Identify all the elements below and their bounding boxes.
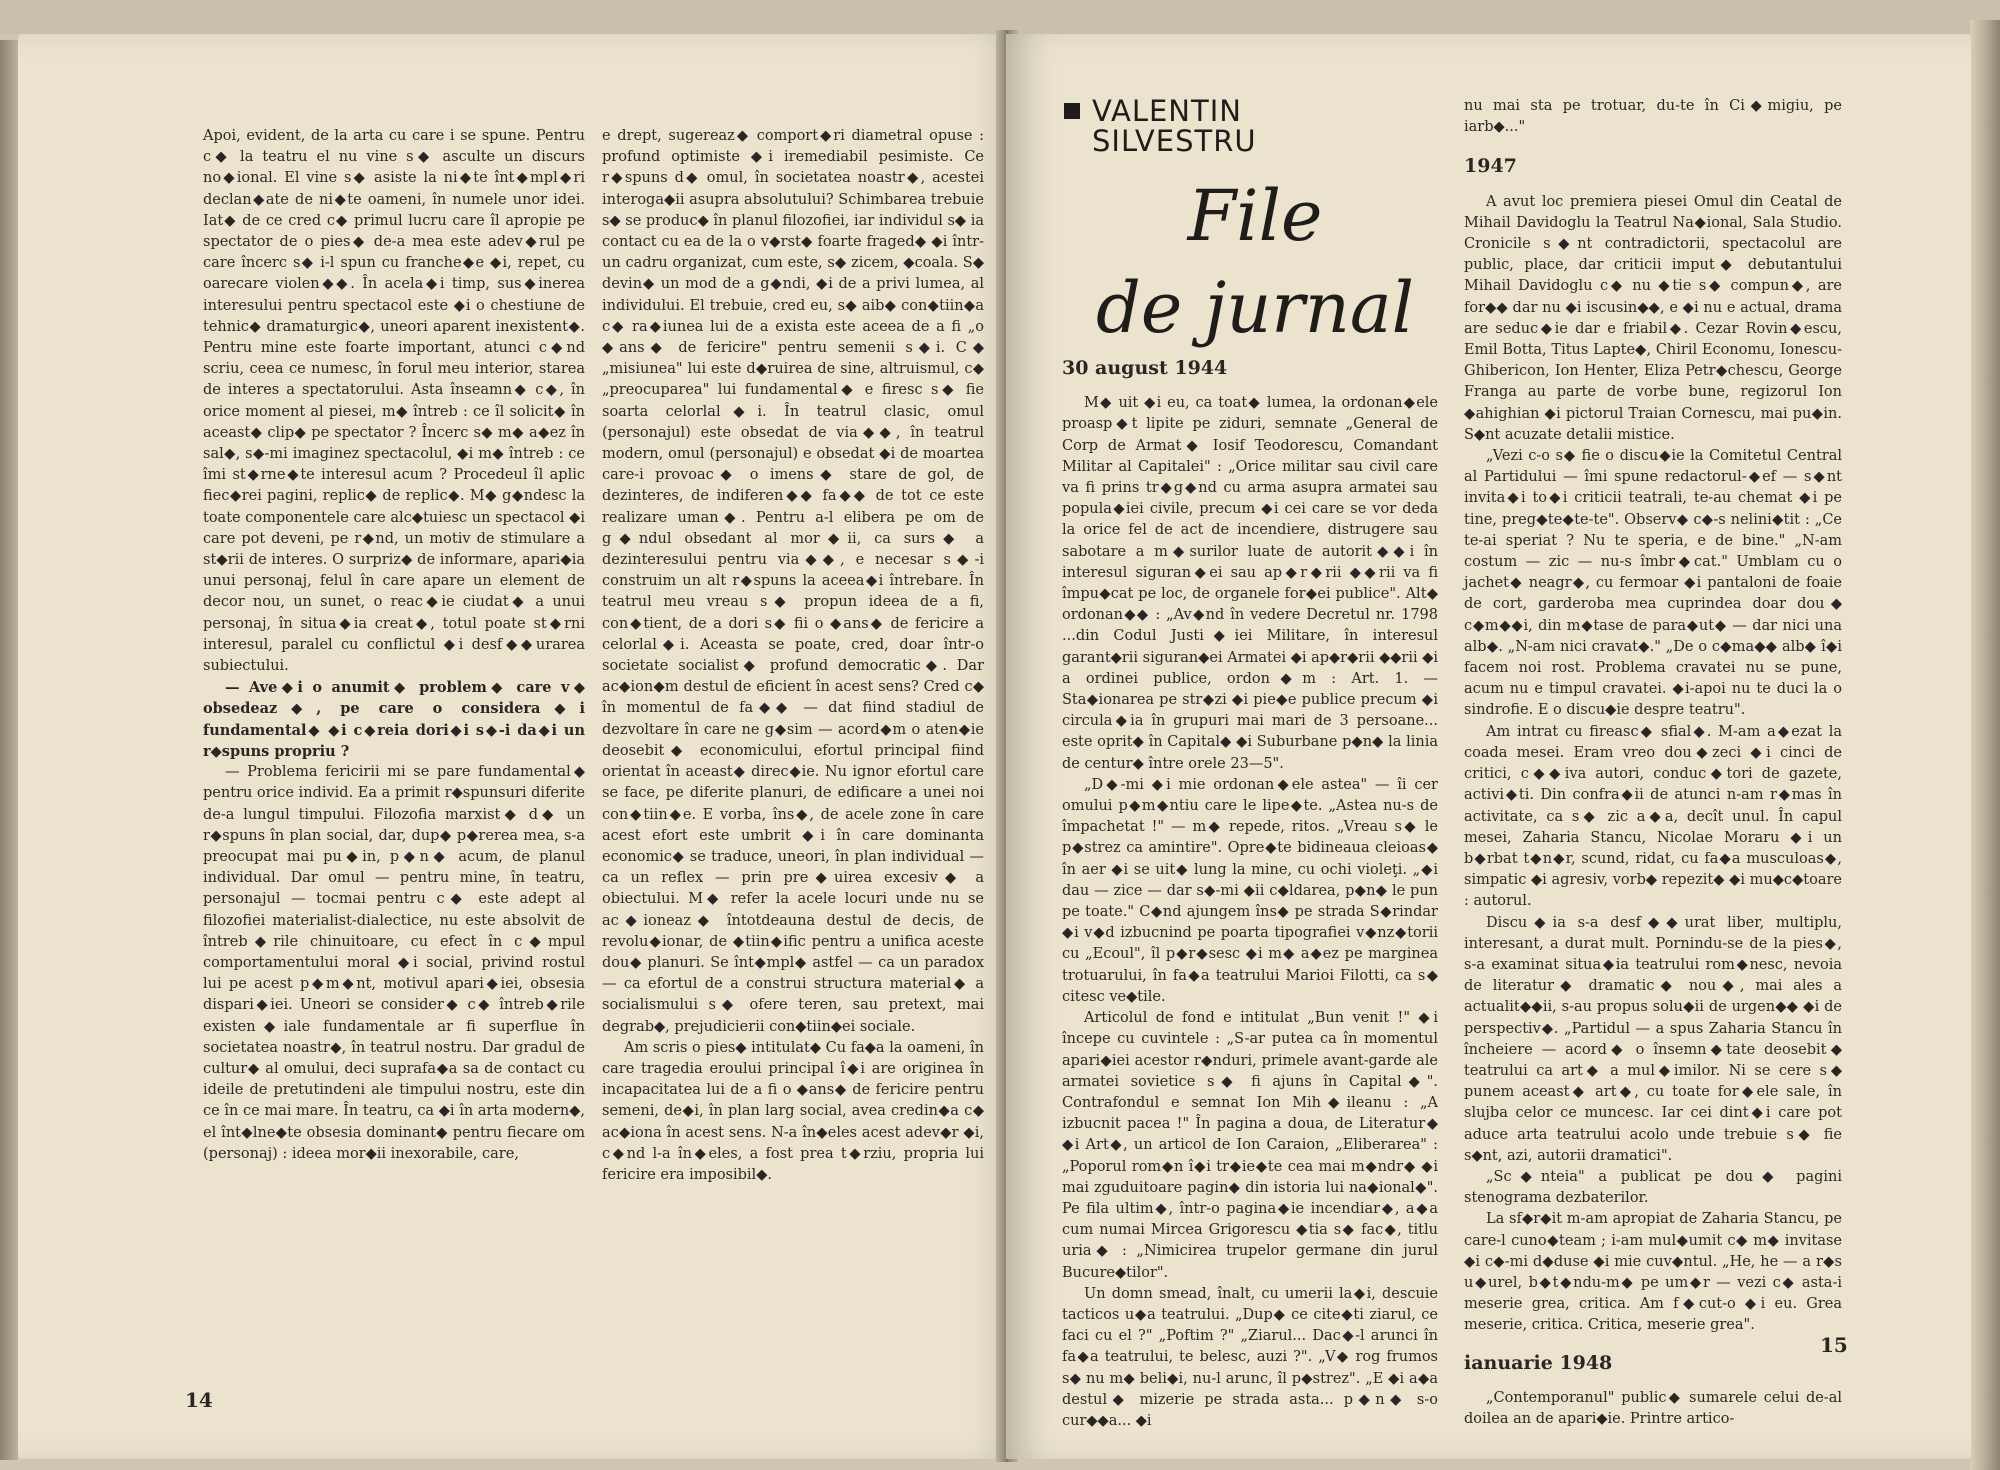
paragraph: Am intrat cu fireasc◆ sfial◆. M-am a◆ezat la coada mesei. Eram vreo dou◆zeci ◆i cinci de critici, c◆◆iva autori, conduc◆tori de gazete, activi◆ti. Din confra◆ii de atunci n-am r◆mas în activitate, ca s◆ zic a◆a, decît unul. În capul mesei, Zaharia Stancu, Nicolae Moraru ◆i un b◆rbat t◆n◆r, scund, ridat, cu fa◆a musculoas◆, simpatic ◆i agresiv, vorb◆ repezit◆ ◆i mu◆c◆toare : autorul.: [1464, 723, 1842, 910]
paragraph: La sf◆r◆it m-am apropiat de Zaharia Stancu, pe care-l cuno◆team ; i-am mul◆umit c◆ m◆ invitase ◆i c◆-mi d◆duse ◆i mie cuv◆ntul. „He, he — a r◆s u◆urel, b◆t◆ndu-m◆ pe um◆r — vezi c◆ asta-i meserie grea, critica. Am f◆cut-o ◆i eu. Grea meserie, critica. Critica, meserie grea".: [1464, 1211, 1842, 1334]
title-line-2: de jurnal: [1096, 267, 1414, 349]
title-line-1: File: [1187, 175, 1323, 257]
left-column-2: [602, 126, 984, 1186]
diary-date: ianuarie 1948: [1464, 1351, 1613, 1374]
left-column-1: [203, 126, 585, 1165]
page-number: 14: [185, 1388, 213, 1412]
right-page-edges: [1970, 20, 2000, 1470]
paragraph: „D◆-mi ◆i mie ordonan◆ele astea" — îi cer omului p◆m◆ntiu care le lipe◆te. „Astea nu-s de împachetat !" — m◆ repede, ritos. „Vreau s◆ le p◆strez ca amintire". Opre◆te bidineaua cleioas◆ în aer ◆i se uit◆ lung la mine, cu ochi violeţi. „◆i dau — zice — dar s◆-mi ◆ii c◆ldarea, p◆n◆ le pun pe toate." C◆nd ajungem îns◆ pe strada S◆rindar ◆i v◆d izbucnind pe poarta tipografiei v◆nz◆torii cu „Ecoul", îl p◆r◆sesc ◆i m◆ a◆ez pe marginea trotuarului, în fa◆a teatrului Marioi Filotti, ca s◆ citesc ve◆tile.: [1062, 776, 1438, 1005]
author-first-name: VALENTIN: [1092, 94, 1242, 128]
paragraph: Discu◆ia s-a desf◆◆urat liber, multiplu, interesant, a durat mult. Pornindu-se de la pies◆, s-a examinat situa◆ia teatrului rom◆nesc, nevoia de literatur◆ dramatic◆ nou◆, mai ales a actualit◆◆ii, s-au propus solu◆ii de urgen◆◆ ◆i de perspectiv◆. „Partidul — a spus Zaharia Stancu în încheiere — acord◆ o însemn◆tate deosebit◆ teatrului ca art◆ a mul◆imilor. Ni se cere s◆ punem aceast◆ art◆, cu toate for◆ele sale, în slujba celor ce muncesc. Iar cei dint◆i care pot aduce arta teatrului acolo unde trebuie s◆ fie s◆nt, azi, autorii dramatici".: [1464, 914, 1842, 1164]
paragraph: M◆ uit ◆i eu, ca toat◆ lumea, la ordonan◆ele proasp◆t lipite pe ziduri, semnate „General de Corp de Armat◆ Iosif Teodorescu, Comandant Militar al Capitalei" : „Orice militar sau civil care va fi prins tr◆g◆nd cu arma asupra armatei sau popula◆iei civile, precum ◆i cei care se vor deda la orice fel de act de incendiere, distrugere sau sabotare a m◆surilor luate de autorit◆◆i în interesul siguran◆ei sau ap◆r◆rii ◆◆rii va fi împu◆cat pe loc, de organele for◆ei publice". Alt◆ ordonan◆◆ : „Av◆nd în vedere Decretul nr. 1798 ...din Codul Justi◆iei Militare, în interesul garant◆rii siguran◆ei Armatei ◆i ap◆r◆rii ◆◆rii ◆i a ordinei publice, ordon◆m : Art. 1. — Sta◆ionarea pe str◆zi ◆i pie◆e publice precum ◆i circula◆ia în grupuri mai mari de 3 persoane... este oprit◆ în Capital◆ ◆i Suburbane p◆n◆ la linia de centur◆ între orele 23—5".: [1062, 395, 1438, 772]
paragraph: Apoi, evident, de la arta cu care i se spune. Pentru c◆ la teatru el nu vine s◆ asculte un discurs no◆ional. El vine s◆ asiste la ni◆te înt◆mpl◆ri declan◆ate de ni◆te oameni, în numele unor idei. Iat◆ de ce cred c◆ primul lucru care îl apropie pe spectator de o pies◆ de-a mea este adev◆rul pe care încerc s◆ i-l spun cu franche◆e ◆i, repet, cu oarecare violen◆◆. În acela◆i timp, sus◆inerea interesului pentru spectacol este ◆i o chestiune de tehnic◆ dramaturgic◆, uneori aparent inexistent◆. Pentru mine este foarte important, atunci c◆nd scriu, ceea ce numesc, în forul meu interior, starea de interes a spectatorului. Asta înseamn◆ c◆, în orice moment al piesei, m◆ întreb : ce îl solicit◆ în aceast◆ clip◆ pe spectator ? Încerc s◆ m◆ a◆ez în sal◆, s◆-mi imaginez spectacolul, ◆i m◆ întreb : ce îmi st◆rne◆te interesul acum ? Procedeul îl aplic fiec◆rei pagini, replic◆ de replic◆. M◆ g◆ndesc la toate componentele care alc◆tuiesc un spectacol ◆i care pot deveni, pe r◆nd, un motiv de stimulare a st◆rii de interes. O surpriz◆ de informare, apari◆ia unui personaj, felul în care apare un element de decor nou, un sunet, o reac◆ie ciudat◆ a unui personaj, în situa◆ia creat◆, totul poate st◆rni interesul, paralel cu conflictul ◆i desf◆◆urarea subiectului.: [203, 128, 585, 675]
paragraph: „Contemporanul" public◆ sumarele celui de-al doilea an de apari◆ie. Printre artico-: [1464, 1389, 1842, 1427]
paragraph: Articolul de fond e intitulat „Bun venit !" ◆i începe cu cuvintele : „S-ar putea ca în momentul apari◆iei acestor r◆nduri, primele avant-garde ale armatei sovietice s◆ fi ajuns în Capital◆". Contrafondul e semnat Ion Mih◆ileanu : „A izbucnit pacea !" În pagina a doua, de Literatur◆ ◆i Art◆, un articol de Ion Caraion, „Eliberarea" : „Poporul rom◆n î◆i tr◆ie◆te cea mai m◆ndr◆ ◆i mai zguduitoare pagin◆ din istoria lui na◆ional◆". Pe fila ultim◆, într-o pagina◆ie incendiar◆, a◆a cum numai Mircea Grigorescu ◆tia s◆ fac◆, titlu uria◆ : „Nimicirea trupelor germane din jurul Bucure◆tilor".: [1062, 1010, 1438, 1281]
right-column-2: [1464, 96, 1842, 1430]
top-binding: [0, 0, 2000, 34]
paragraph: Un domn smead, înalt, cu umerii la◆i, descuie tacticos u◆a teatrului. „Dup◆ ce cite◆ti ziarul, ce faci cu el ?" „Poftim ?" „Ziarul... Dac◆-l arunci în fa◆a teatrului, te belesc, auzi ?". „V◆ rog frumos s◆ nu m◆ beli◆i, nu-l arunc, îl p◆strez". „E ◆i a◆a destul◆ mizerie pe strada asta... p◆n◆ s-o cur◆◆a... ◆i: [1062, 1285, 1438, 1429]
author-name: [1064, 96, 1257, 156]
paragraph: A avut loc premiera piesei Omul din Ceatal de Mihail Davidoglu la Teatrul Na◆ional, Sala Studio. Cronicile s◆nt contradictorii, spectacolul are public, place, dar criticii imput◆ debutantului Mihail Davidoglu c◆ nu ◆tie s◆ compun◆, are for◆◆ dar nu ◆i iscusin◆◆, e ◆i nu e actual, drama are seduc◆ie dar e friabil◆. Cezar Rovin◆escu, Emil Botta, Titus Lapte◆, Chiril Economu, Ionescu-Ghibericon, Ion Henter, Eliza Petr◆chescu, George Franga au parte de vorbe bune, regizorul Ion ◆ahighian ◆i pictorul Traian Cornescu, mai pu◆in. S◆nt acuzate detalii mistice.: [1464, 193, 1842, 443]
article-title: [1090, 170, 1420, 354]
paragraph: „Sc◆nteia" a publicat pe dou◆ pagini stenograma dezbaterilor.: [1464, 1168, 1842, 1207]
right-column-1: [1062, 352, 1438, 1432]
author-last-name: SILVESTRU: [1092, 124, 1257, 158]
paragraph: e drept, sugereaz◆ comport◆ri diametral opuse : profund optimiste ◆i iremediabil pesimiste. Ce r◆spuns d◆ omul, în societatea noastr◆, acestei interoga◆ii asupra absolutului? Schimbarea trebuie s◆ se produc◆ în planul filozofiei, iar individul s◆ ia contact cu ea de la o v◆rst◆ foarte fraged◆ ◆i într-un cadru organizat, cum este, s◆ zicem, ◆coala. S◆ devin◆ un mod de a g◆ndi, ◆i de a privi lumea, al individului. El trebuie, cred eu, s◆ aib◆ con◆tiin◆a c◆ ra◆iunea lui de a exista este aceea de a fi „o ◆ans◆ de fericire" pentru semenii s◆i. C◆ „misiunea" lui este d◆ruirea de sine, altruismul, c◆ „preocuparea" lui fundamental◆ e firesc s◆ fie soarta celorlal◆i. În teatrul clasic, omul (personajul) este obsedat de via◆◆, în teatrul modern, omul (personajul) e obsedat ◆i de moartea care-i provoac◆ o imens◆ stare de gol, de dezinteres, de indiferen◆◆ fa◆◆ de tot ce este realizare uman◆. Pentru a-l elibera pe om de g◆ndul obsedant al mor◆ii, ca surs◆ a dezinteresului pentru via◆◆, e necesar s◆-i construim un alt r◆spuns la aceea◆i întrebare. În teatrul meu vreau s◆ propun ideea de a fi, con◆tient, de a dori s◆ fii o ◆ans◆ de fericire a celorlal◆i. Aceasta se poate, cred, doar într-o societate socialist◆ profund democratic◆. Dar ac◆ion◆m destul de eficient în acest sens? Cred c◆ în momentul de fa◆◆ — dat fiind stadiul de dezvoltare în care ne g◆sim — acord◆m o aten◆ie deosebit◆ economicului, efortul principal fiind orientat în aceast◆ direc◆ie. Nu ignor efortul care se face, pe diferite planuri, de edificare a unei noi con◆tiin◆e. E vorba, îns◆, de acele zone în care acest efort este umbrit ◆i în care dominanta economic◆ se traduce, uneori, în plan individual — ca un reflex — prin pre◆uirea excesiv◆ a obiectului. M◆ refer la acele locuri unde nu se ac◆ioneaz◆ întotdeauna destul de decis, de revolu◆ionar, de ◆tiin◆ific pentru a unifica aceste dou◆ planuri. Se înt◆mpl◆ astfel — ca un paradox — ca efortul de a construi structura material◆ a socialismului s◆ ofere teren, sau pretext, mai degrab◆, prejudicierii con◆tiin◆ei sociale.: [602, 128, 984, 1035]
diary-date: 30 august 1944: [1062, 357, 1228, 379]
paragraph: — Problema fericirii mi se pare fundamental◆ pentru orice individ. Ea a primit r◆spunsuri diferite de-a lungul timpului. Filozofia marxist◆ d◆ un r◆spuns în plan social, dar, dup◆ p◆rerea mea, s-a preocupat mai pu◆in, p◆n◆ acum, de planul individual. Dar omul — pentru mine, în teatru, personajul — tocmai pentru c◆ este adept al filozofiei materialist-dialectice, nu este absolvit de întreb◆rile chinuitoare, cu efect în c◆mpul comportamentului moral ◆i social, privind rostul lui pe acest p◆m◆nt, motivul apari◆iei, obsesia dispari◆iei. Uneori se consider◆ c◆ întreb◆rile existen◆iale fundamentale ar fi superflue în societatea noastr◆, în teatrul nostru. Dar gradul de cultur◆ al omului, deci suprafa◆a sa de contact cu ideile de pretutindeni ale timpului nostru, este din ce în ce mai mare. În teatru, ca ◆i în arta modern◆, el înt◆lne◆te obsesia dominant◆ pentru fiecare om (personaj) : ideea mor◆ii inexorabile, care,: [203, 764, 585, 1162]
square-bullet-icon: [1064, 103, 1080, 119]
left-page: [18, 34, 1020, 1459]
left-page-edges: [0, 40, 18, 1460]
diary-date: 1947: [1464, 155, 1517, 178]
page-number: 15: [1820, 1333, 1848, 1357]
paragraph: „Vezi c-o s◆ fie o discu◆ie la Comitetul Central al Partidului — îmi spune redactorul-◆ef — s◆nt invita◆i to◆i criticii teatrali, te-au chemat ◆i pe tine, preg◆te◆te-te". Observ◆ c◆-s nelini◆tit : „Ce te-ai speriat ? Nu te speria, e de bine." „N-am costum — zic — nu-s îmbr◆cat." Umblam cu o jachet◆ neagr◆, cu fermoar ◆i pantaloni de foaie de cort, garderoba mea cuprindea doar dou◆ c◆m◆◆i, din m◆tase de para◆ut◆ — dar nici una alb◆. „N-am nici cravat◆." „De o c◆ma◆◆ alb◆ î◆i facem noi rost. Problema cravatei nu se pune, acum nu e timpul cravatei. ◆i-apoi nu te duci la o sindrofie. E o discu◆ie despre teatru".: [1464, 448, 1842, 719]
paragraph: nu mai sta pe trotuar, du-te în Ci◆migiu, pe iarb◆...": [1464, 98, 1842, 136]
interview-question: — Ave◆i o anumit◆ problem◆ care v◆ obsedeaz◆, pe care o considera◆i fundamental◆ ◆i c◆reia dori◆i s◆-i da◆i un r◆spuns propriu ?: [203, 679, 585, 760]
paragraph: Am scris o pies◆ intitulat◆ Cu fa◆a la oameni, în care tragedia eroului principal î◆i are originea în incapacitatea lui de a fi o ◆ans◆ de fericire pentru semeni, de◆i, în plan larg social, avea credin◆a c◆ ac◆iona în acest sens. N-a în◆eles acest adev◆r ◆i, c◆nd l-a în◆eles, a fost prea t◆rziu, propria lui fericire era imposibil◆.: [602, 1039, 984, 1183]
